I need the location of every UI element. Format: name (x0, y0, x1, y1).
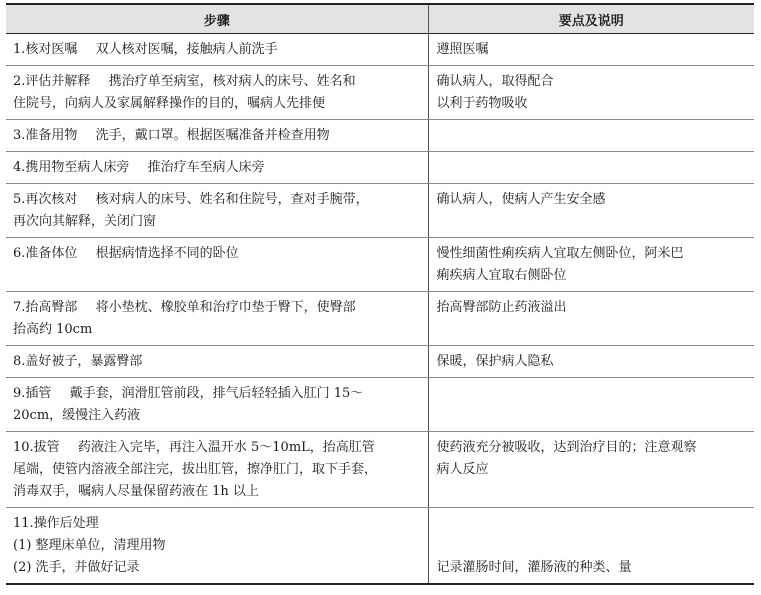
step-cell (6, 120, 428, 152)
note-text: 确认病人，使病人产生安全感 (436, 192, 606, 207)
note-cell (428, 238, 754, 292)
step-title: 5.再次核对 (13, 192, 78, 207)
step-cell (6, 378, 428, 432)
step-title: 6.准备体位 (13, 246, 78, 261)
table-row (6, 238, 754, 292)
table-row (6, 34, 754, 66)
note-cell (428, 152, 754, 184)
step-cell (6, 238, 428, 292)
note-text: 病人反应 (436, 462, 489, 477)
note-text: 遵照医嘱 (436, 42, 489, 57)
step-cell (6, 66, 428, 120)
note-text: 慢性细菌性痢疾病人宜取左侧卧位，阿米巴 (436, 246, 684, 261)
note-cell (428, 34, 754, 66)
step-title: 9.插管 (13, 386, 52, 401)
step-text: 尾端，使管内溶液全部注完，拔出肛管，擦净肛门，取下手套， (13, 462, 378, 477)
note-cell (428, 378, 754, 432)
step-text: 将小垫枕、橡胶单和治疗巾垫于臀下，使臀部 (95, 300, 356, 315)
step-text: 双人核对医嘱，接触病人前洗手 (95, 42, 278, 57)
step-text: 推治疗车至病人床旁 (147, 160, 265, 175)
note-cell (428, 120, 754, 152)
step-title: 4.携用物至病人床旁 (13, 160, 130, 175)
step-title: 1.核对医嘱 (13, 42, 78, 57)
note-cell (428, 508, 754, 585)
note-cell (428, 292, 754, 346)
table-row (6, 346, 754, 378)
step-cell (6, 184, 428, 238)
step-text: 再次向其解释，关闭门窗 (13, 214, 157, 229)
header-notes: 要点及说明 (428, 4, 754, 34)
table-row (6, 508, 754, 585)
note-cell (428, 184, 754, 238)
note-text: 使药液充分被吸收，达到治疗目的；注意观察 (436, 440, 697, 455)
note-text: 确认病人，取得配合 (436, 74, 554, 89)
note-text: 记录灌肠时间，灌肠液的种类、量 (436, 560, 632, 575)
note-spacer (437, 513, 749, 535)
step-text: 戴手套，润滑肛管前段，排气后轻轻插入肛门 15～ (69, 386, 364, 401)
step-text: 消毒双手，嘱病人尽量保留药液在 1h 以上 (13, 484, 259, 499)
table-row (6, 66, 754, 120)
step-text: 药液注入完毕，再注入温开水 5～10mL，抬高肛管 (77, 440, 375, 455)
step-cell (6, 508, 428, 585)
step-cell (6, 152, 428, 184)
step-title: 8.盖好被子，暴露臀部 (13, 354, 143, 369)
table-row (6, 378, 754, 432)
step-text: 携治疗单至病室，核对病人的床号、姓名和 (108, 74, 356, 89)
table-row (6, 292, 754, 346)
step-cell (6, 432, 428, 508)
step-subitem: (2) 洗手，并做好记录 (13, 560, 140, 575)
note-cell (428, 432, 754, 508)
step-cell (6, 346, 428, 378)
step-title: 7.抬高臀部 (13, 300, 78, 315)
step-cell (6, 292, 428, 346)
step-title: 11.操作后处理 (13, 516, 99, 531)
table-header-row (6, 4, 754, 34)
table-row (6, 184, 754, 238)
note-text: 痢疾病人宜取右侧卧位 (436, 268, 567, 283)
step-title: 2.评估并解释 (13, 74, 91, 89)
table-row (6, 432, 754, 508)
step-text: 抬高约 10cm (13, 322, 93, 337)
table-body (6, 34, 754, 585)
table-row (6, 152, 754, 184)
step-text: 核对病人的床号、姓名和住院号，查对手腕带， (95, 192, 369, 207)
note-text: 以利于药物吸收 (436, 96, 528, 111)
header-step: 步骤 (6, 4, 428, 34)
note-cell (428, 66, 754, 120)
note-text: 抬高臀部防止药液溢出 (436, 300, 567, 315)
step-text: 根据病情选择不同的卧位 (95, 246, 239, 261)
procedure-table (6, 3, 754, 585)
step-subitem: (1) 整理床单位，清理用物 (13, 538, 166, 553)
note-text: 保暖，保护病人隐私 (436, 354, 554, 369)
note-spacer (437, 535, 749, 557)
note-cell (428, 346, 754, 378)
step-text: 住院号，向病人及家属解释操作的目的，嘱病人先排便 (13, 96, 326, 111)
table-row (6, 120, 754, 152)
step-text: 洗手，戴口罩。根据医嘱准备并检查用物 (95, 128, 330, 143)
step-cell (6, 34, 428, 66)
step-title: 10.拔管 (13, 440, 60, 455)
step-text: 20cm，缓慢注入药液 (13, 408, 141, 423)
step-title: 3.准备用物 (13, 128, 78, 143)
